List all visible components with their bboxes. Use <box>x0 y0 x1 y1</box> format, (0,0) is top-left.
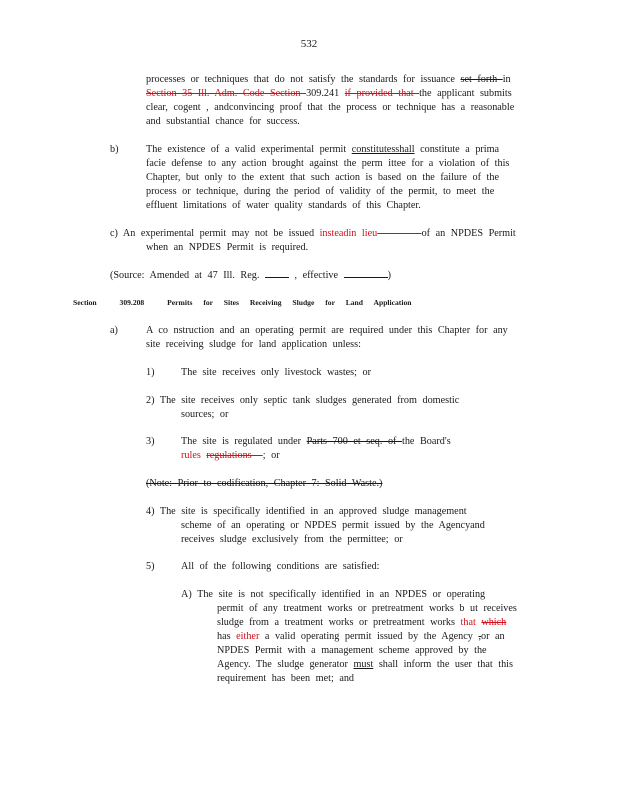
item-2-line: sources; or <box>181 409 229 420</box>
item-5a-line: has either a valid operating permit issued by the Agency ,or an <box>217 631 505 642</box>
item-3-line: rules regulations ; or <box>181 450 280 461</box>
item-3 <box>181 435 451 463</box>
para-c-line: c) An experimental permit may not be issued insteadin lieu of an NPDES Permit <box>110 228 516 239</box>
section-number: 309.208 <box>119 298 145 307</box>
section-label: Section <box>73 298 97 307</box>
para-b-label: b) <box>110 144 119 155</box>
para-b-line: Chapter, but only to the extent that such action is based on the failure of the <box>146 172 499 183</box>
page-number: 532 <box>300 38 318 50</box>
item-4-line: 4) The site is specifically identified in an approved sludge management <box>146 506 467 517</box>
para-a-label: a) <box>110 325 118 336</box>
para-b-line: effluent limitations of water quality standards of this Chapter. <box>146 200 421 211</box>
para-a <box>146 324 508 352</box>
item-5a-line: permit of any treatment works or pretreatment works b ut receives <box>217 603 517 614</box>
para-c-line: when an NPDES Permit is required. <box>146 242 309 253</box>
item-5a-line: NPDES Permit with a management scheme approved by the <box>217 645 487 656</box>
para-b-line: The existence of a valid experimental permit constitutesshall constitute a prima <box>146 144 500 155</box>
para-c <box>110 227 516 255</box>
item-3-label: 3) <box>146 436 155 447</box>
intro-line: Section 35 Ill. Adm. Code Section 309.241 if provided that the applicant submits <box>146 88 512 99</box>
intro-line: clear, cogent , andconvincing proof that the process or technique has a reasonable <box>146 102 515 113</box>
item-2 <box>146 394 459 422</box>
intro-line: and substantial chance for success. <box>146 116 300 127</box>
item-2-line: 2) The site receives only septic tank sludges generated from domestic <box>146 395 460 406</box>
para-b-line: facie defense to any action brought against the perm ittee for a violation of this <box>146 158 510 169</box>
item-1-label: 1) <box>146 367 155 378</box>
item-4-line: scheme of an operating or NPDES permit issued by the Agencyand <box>181 520 485 531</box>
item-1-text: The site receives only livestock wastes; or <box>181 367 372 378</box>
item-5-text: All of the following conditions are satisfied: <box>181 561 380 572</box>
para-b <box>146 143 509 213</box>
para-b-line: process or technique, during the period of validity of the permit, to meet the <box>146 186 495 197</box>
source-reg-blank <box>265 268 289 278</box>
codification-note: (Note: Prior to codification, Chapter 7: Solid Waste.) <box>146 478 383 489</box>
para-a-line: A co nstruction and an operating permit are required under this Chapter for any <box>146 325 508 336</box>
intro-line: processes or techniques that do not satisfy the standards for issuance set forth in <box>146 74 511 85</box>
intro-paragraph <box>146 73 514 129</box>
item-4-line: receives sludge exclusively from the permittee; or <box>181 534 403 545</box>
item-5a-line: Agency. The sludge generator must shall inform the user that this <box>217 659 513 670</box>
section-heading <box>73 298 411 307</box>
item-5a <box>181 588 517 686</box>
para-a-line: site receiving sludge for land application unless: <box>146 339 361 350</box>
section-title: Permits for Sites Receiving Sludge for Land Application <box>167 298 412 307</box>
item-5a-line: requirement has been met; and <box>217 673 355 684</box>
source-date-blank <box>344 268 388 278</box>
item-3-line: The site is regulated under Parts 700 et seq. of the Board's <box>181 436 451 447</box>
source-note: (Source: Amended at 47 Ill. Reg. , effective ) <box>110 270 391 281</box>
item-5a-line: A) The site is not specifically identified in an NPDES or operating <box>181 589 486 600</box>
item-4 <box>146 505 485 547</box>
item-5a-line: sludge from a treatment works or pretreatment works that which <box>217 617 507 628</box>
item-5-label: 5) <box>146 561 155 572</box>
